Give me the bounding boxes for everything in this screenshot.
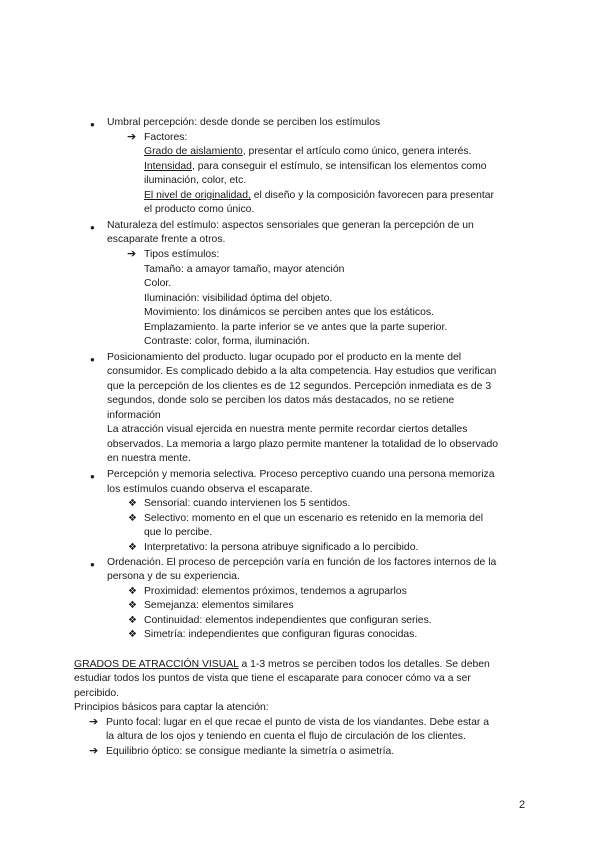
text-line: Percepción y memoria selectiva. Proceso perceptivo cuando una persona memoriza xyxy=(107,469,495,480)
text-line: percibido. xyxy=(74,688,120,699)
text-line: en nuestra mente. xyxy=(107,453,191,464)
arrow-right-icon: ➔ xyxy=(89,716,99,728)
text-line: Posicionamiento del producto. lugar ocupado por el producto en la mente del xyxy=(107,352,462,363)
text-line: Semejanza: elementos similares xyxy=(144,600,294,611)
diamond-bullet-icon: ❖ xyxy=(128,629,137,640)
text-line: Ordenación. El proceso de percepción varía en función de los factores internos de la xyxy=(107,557,497,568)
text-line: observados. La memoria a largo plazo permite mantener la totalidad de lo observado xyxy=(107,439,499,450)
text-line: Factores: xyxy=(144,132,188,143)
text-line: Naturaleza del estímulo: aspectos sensoriales que generan la percepción de un xyxy=(107,220,474,231)
text-line: Equilibrio óptico: se consigue mediante la simetría o asimetría. xyxy=(106,746,395,757)
text-line: iluminación, color, etc. xyxy=(144,175,247,186)
bullet-icon: ● xyxy=(90,223,95,232)
diamond-bullet-icon: ❖ xyxy=(128,586,137,597)
text-line: Continuidad: elementos independientes que configuran series. xyxy=(144,615,432,626)
text-line: que lo percibe. xyxy=(144,527,213,538)
text-line: Punto focal: lugar en el que recae el punto de vista de los viandantes. Debe estar a xyxy=(106,717,489,728)
text-line: El nivel de originalidad, el diseño y la composición favorecen para presentar xyxy=(144,190,495,201)
bullet-icon: ● xyxy=(90,560,95,569)
text-line: información xyxy=(107,410,161,421)
text-line: Simetría: independientes que configuran figuras conocidas. xyxy=(144,629,418,640)
text-line: Tipos estímulos: xyxy=(144,249,220,260)
text-line: segundos, donde solo se perciben los datos más destacados, no se retiene xyxy=(107,395,455,406)
text-line: escaparate frente a otros. xyxy=(107,234,226,245)
bullet-icon: ● xyxy=(90,120,95,129)
bullet-icon: ● xyxy=(90,472,95,481)
arrow-right-icon: ➔ xyxy=(127,248,137,260)
text-line: Umbral percepción: desde donde se perciben los estímulos xyxy=(107,117,381,128)
text-line: Emplazamiento. la parte inferior se ve antes que la parte superior. xyxy=(144,322,448,333)
text-line: Interpretativo: la persona atribuye significado a lo percibido. xyxy=(144,542,419,553)
bullet-icon: ● xyxy=(90,355,95,364)
text-line: La atracción visual ejercida en nuestra mente permite recordar ciertos detalles xyxy=(107,424,468,435)
section-heading-line: GRADOS DE ATRACCIÓN VISUAL a 1-3 metros se perciben todos los detalles. Se deben xyxy=(74,659,490,670)
diamond-bullet-icon: ❖ xyxy=(128,600,137,611)
underlined-term: Grado de aislamiento xyxy=(144,146,243,157)
text-line: el producto como único. xyxy=(144,204,255,215)
text-line: Color. xyxy=(144,278,172,289)
text-line: que la percepción de los clientes es de 12 segundos. Percepción inmediata es de 3 xyxy=(107,381,492,392)
text-line: Iluminación: visibilidad óptima del objeto. xyxy=(144,293,333,304)
text-line: Proximidad: elementos próximos, tendemos a agruparlos xyxy=(144,586,407,597)
text-line: Tamaño: a amayor tamaño, mayor atención xyxy=(144,264,345,275)
arrow-right-icon: ➔ xyxy=(89,745,99,757)
section-heading: GRADOS DE ATRACCIÓN VISUAL xyxy=(74,659,239,670)
text-line: estudiar todos los puntos de vista que tiene el escaparate para conocer cómo va a ser xyxy=(74,673,471,684)
diamond-bullet-icon: ❖ xyxy=(128,498,137,509)
text-line: Grado de aislamiento, presentar el artículo como único, genera interés. xyxy=(144,146,472,157)
diamond-bullet-icon: ❖ xyxy=(128,615,137,626)
text-line: Contraste: color, forma, iluminación. xyxy=(144,336,310,347)
text-line: persona y de su experiencia. xyxy=(107,571,240,582)
diamond-bullet-icon: ❖ xyxy=(128,542,137,553)
text-line: Intensidad, para conseguir el estímulo, se intensifican los elementos como xyxy=(144,161,487,172)
diamond-bullet-icon: ❖ xyxy=(128,513,137,524)
text-line: Principios básicos para captar la atención: xyxy=(74,702,269,713)
text-line: consumidor. Es complicado debido a la alta competencia. Hay estudios que verifican xyxy=(107,366,497,377)
underlined-term: El nivel de originalidad, xyxy=(144,190,251,201)
text-line: Selectivo: momento en el que un escenario es retenido en la memoria del xyxy=(144,513,484,524)
underlined-term: Intensidad xyxy=(144,161,192,172)
arrow-right-icon: ➔ xyxy=(127,131,137,143)
text-line: Movimiento: los dinámicos se perciben antes que los estáticos. xyxy=(144,307,434,318)
text-line: la altura de los ojos y teniendo en cuenta el flujo de circulación de los clientes. xyxy=(106,731,466,742)
page-number: 2 xyxy=(519,799,526,811)
text-line: Sensorial: cuando intervienen los 5 sentidos. xyxy=(144,498,351,509)
text-line: los estímulos cuando observa el escaparate. xyxy=(107,484,313,495)
